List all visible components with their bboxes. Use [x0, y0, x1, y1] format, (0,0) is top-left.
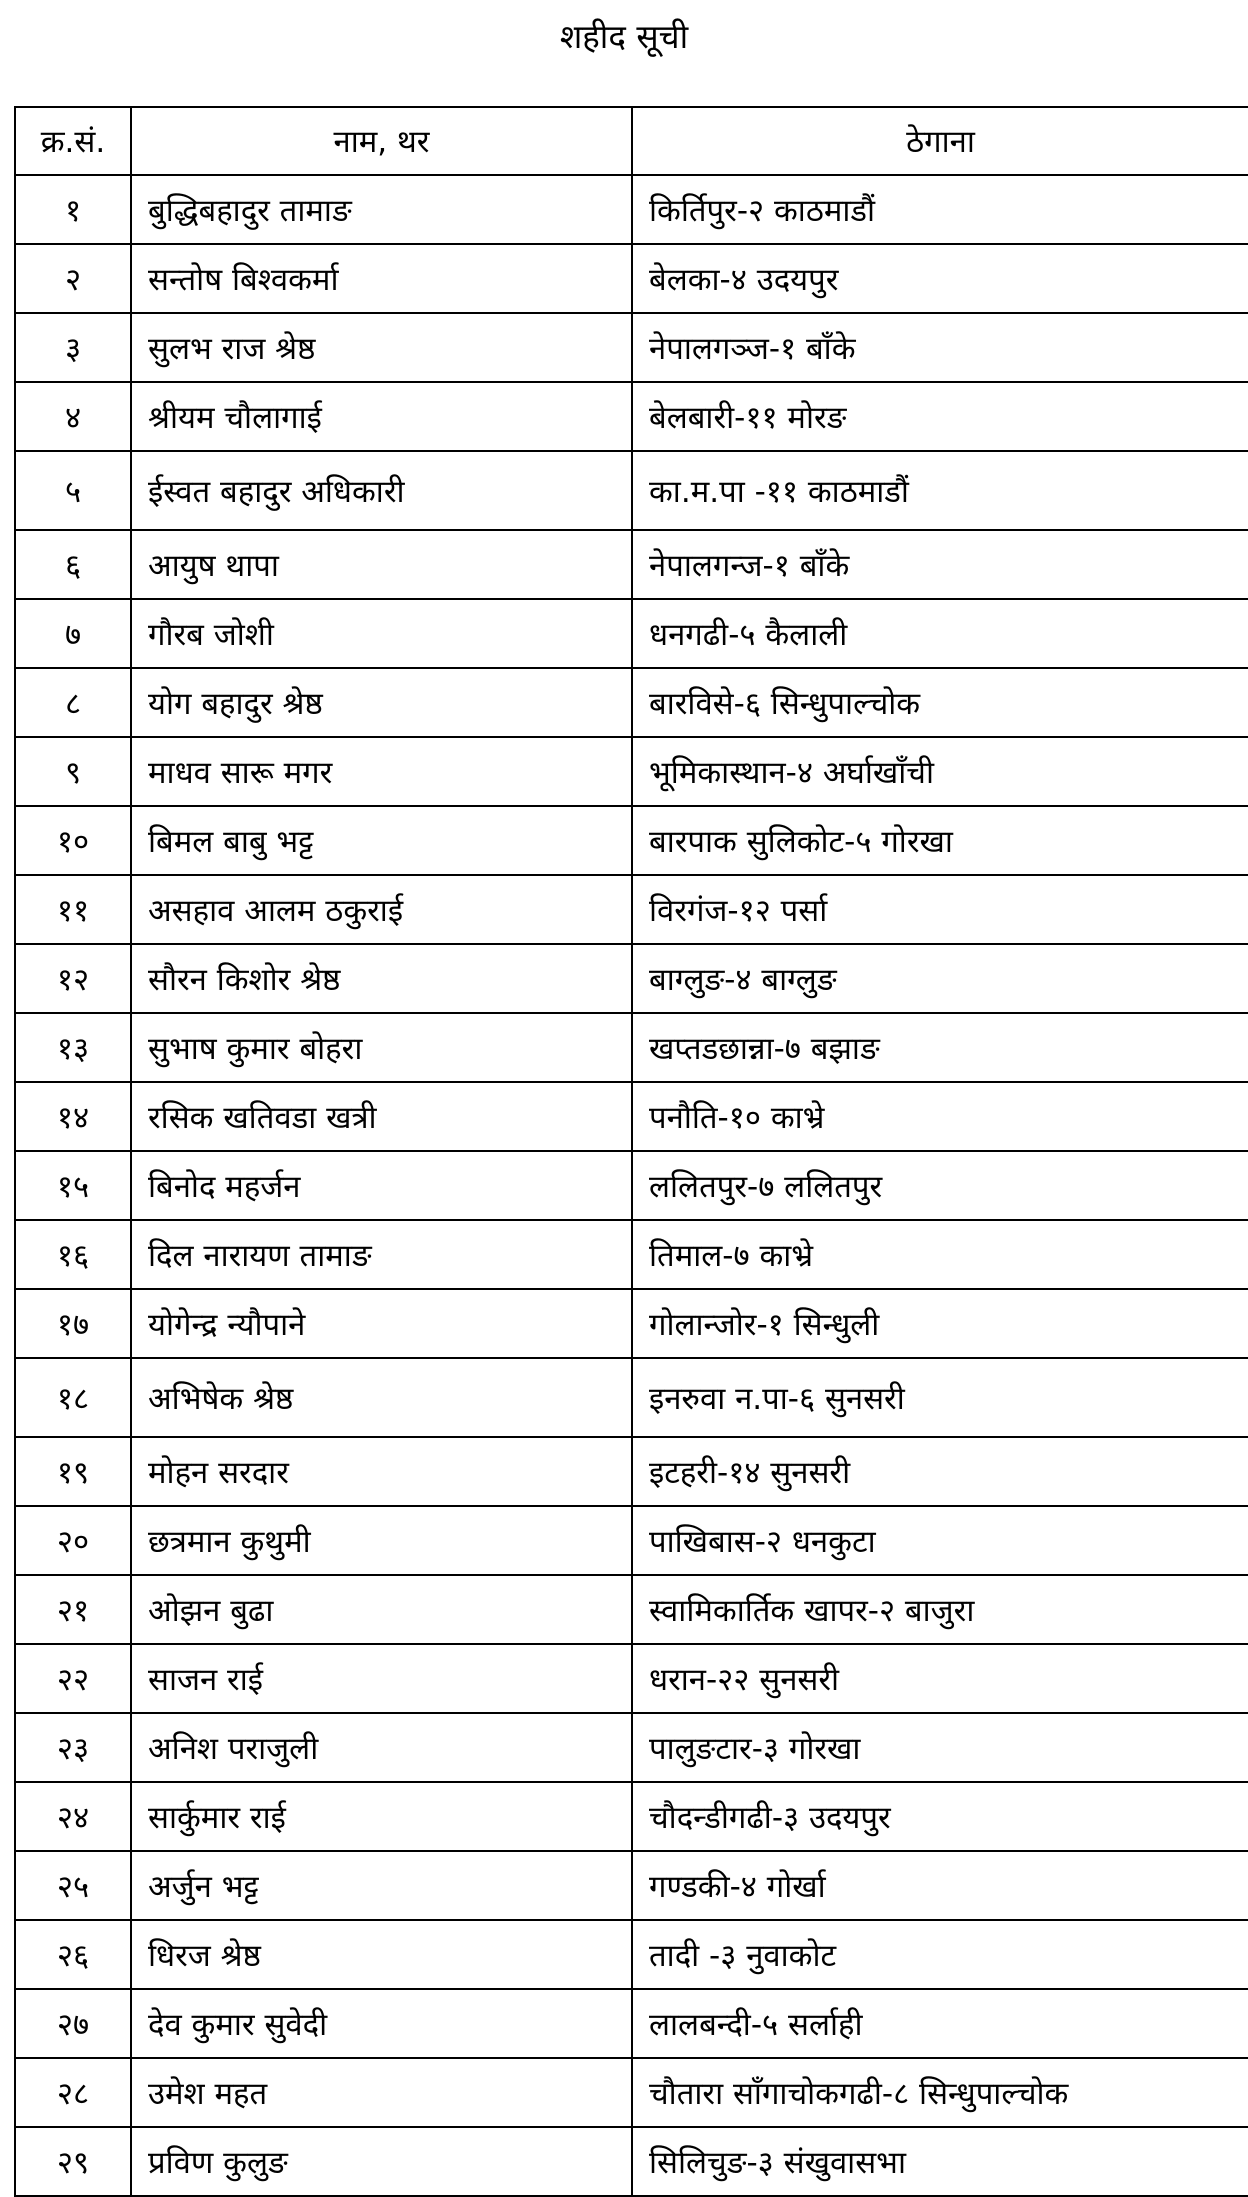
table-row: [15, 1644, 1248, 1713]
address-cell: चौदन्डीगढी-३ उदयपुर: [632, 1782, 1248, 1851]
address-cell: चौतारा साँगाचोकगढी-८ सिन्धुपाल्चोक: [632, 2058, 1248, 2127]
page-title: शहीद सूची: [559, 17, 689, 56]
address-cell: स्वामिकार्तिक खापर-२ बाजुरा: [632, 1575, 1248, 1644]
serial-number-cell: १२: [15, 944, 131, 1013]
name-cell: सार्कुमार राई: [131, 1782, 632, 1851]
serial-number-cell: २: [15, 244, 131, 313]
table-row: [15, 1713, 1248, 1782]
name-cell: अभिषेक श्रेष्ठ: [131, 1358, 632, 1437]
table-row: [15, 1920, 1248, 1989]
serial-number-cell: ३: [15, 313, 131, 382]
serial-number-cell: ९: [15, 737, 131, 806]
table-row: [15, 1989, 1248, 2058]
serial-number-cell: ७: [15, 599, 131, 668]
address-cell: नेपालगञ्ज-१ बाँके: [632, 313, 1248, 382]
table-row: [15, 737, 1248, 806]
name-cell: दिल नारायण तामाङ: [131, 1220, 632, 1289]
table-row: [15, 2058, 1248, 2127]
address-cell: बारपाक सुलिकोट-५ गोरखा: [632, 806, 1248, 875]
name-cell: सुभाष कुमार बोहरा: [131, 1013, 632, 1082]
table-row: [15, 530, 1248, 599]
serial-number-cell: १: [15, 175, 131, 244]
address-cell: धरान-२२ सुनसरी: [632, 1644, 1248, 1713]
name-cell: माधव सारू मगर: [131, 737, 632, 806]
name-cell: देव कुमार सुवेदी: [131, 1989, 632, 2058]
name-cell: योग बहादुर श्रेष्ठ: [131, 668, 632, 737]
address-cell: नेपालगन्ज-१ बाँके: [632, 530, 1248, 599]
serial-number-cell: २४: [15, 1782, 131, 1851]
header-address: ठेगाना: [632, 107, 1248, 175]
name-cell: सुलभ राज श्रेष्ठ: [131, 313, 632, 382]
address-cell: बेलबारी-११ मोरङ: [632, 382, 1248, 451]
address-cell: गोलान्जोर-१ सिन्धुली: [632, 1289, 1248, 1358]
name-cell: योगेन्द्र न्यौपाने: [131, 1289, 632, 1358]
name-cell: रसिक खतिवडा खत्री: [131, 1082, 632, 1151]
serial-number-cell: २३: [15, 1713, 131, 1782]
table-row: [15, 313, 1248, 382]
table-row: [15, 944, 1248, 1013]
address-cell: भूमिकास्थान-४ अर्घाखाँची: [632, 737, 1248, 806]
table-row: [15, 1151, 1248, 1220]
serial-number-cell: २१: [15, 1575, 131, 1644]
address-cell: पालुङटार-३ गोरखा: [632, 1713, 1248, 1782]
address-cell: पाखिबास-२ धनकुटा: [632, 1506, 1248, 1575]
serial-number-cell: १८: [15, 1358, 131, 1437]
address-cell: पनौति-१० काभ्रे: [632, 1082, 1248, 1151]
serial-number-cell: १३: [15, 1013, 131, 1082]
address-cell: किर्तिपुर-२ काठमाडौं: [632, 175, 1248, 244]
address-cell: विरगंज-१२ पर्सा: [632, 875, 1248, 944]
serial-number-cell: २५: [15, 1851, 131, 1920]
name-cell: श्रीयम चौलागाई: [131, 382, 632, 451]
serial-number-cell: १०: [15, 806, 131, 875]
serial-number-cell: ११: [15, 875, 131, 944]
table-row: [15, 1289, 1248, 1358]
table-header-row: [15, 107, 1248, 175]
address-cell: धनगढी-५ कैलाली: [632, 599, 1248, 668]
name-cell: छत्रमान कुथुमी: [131, 1506, 632, 1575]
table-row: [15, 875, 1248, 944]
table-row: [15, 1013, 1248, 1082]
table-row: [15, 382, 1248, 451]
table-row: [15, 244, 1248, 313]
name-cell: आयुष थापा: [131, 530, 632, 599]
name-cell: ईस्वत बहादुर अधिकारी: [131, 451, 632, 530]
name-cell: बिनोद महर्जन: [131, 1151, 632, 1220]
serial-number-cell: १९: [15, 1437, 131, 1506]
table-row: [15, 2127, 1248, 2196]
name-cell: ओझन बुढा: [131, 1575, 632, 1644]
serial-number-cell: २८: [15, 2058, 131, 2127]
header-serial-number: क्र.सं.: [15, 107, 131, 175]
serial-number-cell: २२: [15, 1644, 131, 1713]
table-row: [15, 1782, 1248, 1851]
serial-number-cell: १६: [15, 1220, 131, 1289]
table-row: [15, 599, 1248, 668]
address-cell: तिमाल-७ काभ्रे: [632, 1220, 1248, 1289]
table-row: [15, 1437, 1248, 1506]
address-cell: तादी -३ नुवाकोट: [632, 1920, 1248, 1989]
name-cell: बिमल बाबु भट्ट: [131, 806, 632, 875]
name-cell: सौरन किशोर श्रेष्ठ: [131, 944, 632, 1013]
table-row: [15, 1575, 1248, 1644]
address-cell: बेलका-४ उदयपुर: [632, 244, 1248, 313]
name-cell: मोहन सरदार: [131, 1437, 632, 1506]
table-row: [15, 1358, 1248, 1437]
name-cell: उमेश महत: [131, 2058, 632, 2127]
serial-number-cell: ५: [15, 451, 131, 530]
table-row: [15, 1220, 1248, 1289]
serial-number-cell: ८: [15, 668, 131, 737]
address-cell: ललितपुर-७ ललितपुर: [632, 1151, 1248, 1220]
serial-number-cell: १४: [15, 1082, 131, 1151]
address-cell: इटहरी-१४ सुनसरी: [632, 1437, 1248, 1506]
serial-number-cell: १७: [15, 1289, 131, 1358]
table-row: [15, 668, 1248, 737]
address-cell: का.म.पा -११ काठमाडौं: [632, 451, 1248, 530]
table-row: [15, 175, 1248, 244]
serial-number-cell: २०: [15, 1506, 131, 1575]
address-cell: बारविसे-६ सिन्धुपाल्चोक: [632, 668, 1248, 737]
header-name: नाम, थर: [131, 107, 632, 175]
address-cell: बाग्लुङ-४ बाग्लुङ: [632, 944, 1248, 1013]
name-cell: अनिश पराजुली: [131, 1713, 632, 1782]
table-row: [15, 1851, 1248, 1920]
address-cell: लालबन्दी-५ सर्लाही: [632, 1989, 1248, 2058]
serial-number-cell: १५: [15, 1151, 131, 1220]
table-row: [15, 1082, 1248, 1151]
serial-number-cell: ४: [15, 382, 131, 451]
table-row: [15, 806, 1248, 875]
serial-number-cell: २७: [15, 1989, 131, 2058]
serial-number-cell: २६: [15, 1920, 131, 1989]
serial-number-cell: २९: [15, 2127, 131, 2196]
address-cell: गण्डकी-४ गोर्खा: [632, 1851, 1248, 1920]
address-cell: इनरुवा न.पा-६ सुनसरी: [632, 1358, 1248, 1437]
name-cell: साजन राई: [131, 1644, 632, 1713]
name-cell: प्रविण कुलुङ: [131, 2127, 632, 2196]
name-cell: सन्तोष बिश्वकर्मा: [131, 244, 632, 313]
martyrs-table: [14, 106, 1248, 2197]
address-cell: सिलिचुङ-३ संखुवासभा: [632, 2127, 1248, 2196]
table-row: [15, 451, 1248, 530]
name-cell: असहाव आलम ठकुराई: [131, 875, 632, 944]
name-cell: गौरब जोशी: [131, 599, 632, 668]
table-row: [15, 1506, 1248, 1575]
name-cell: बुद्धिबहादुर तामाङ: [131, 175, 632, 244]
name-cell: अर्जुन भट्ट: [131, 1851, 632, 1920]
address-cell: खप्तडछान्ना-७ बझाङ: [632, 1013, 1248, 1082]
serial-number-cell: ६: [15, 530, 131, 599]
name-cell: धिरज श्रेष्ठ: [131, 1920, 632, 1989]
